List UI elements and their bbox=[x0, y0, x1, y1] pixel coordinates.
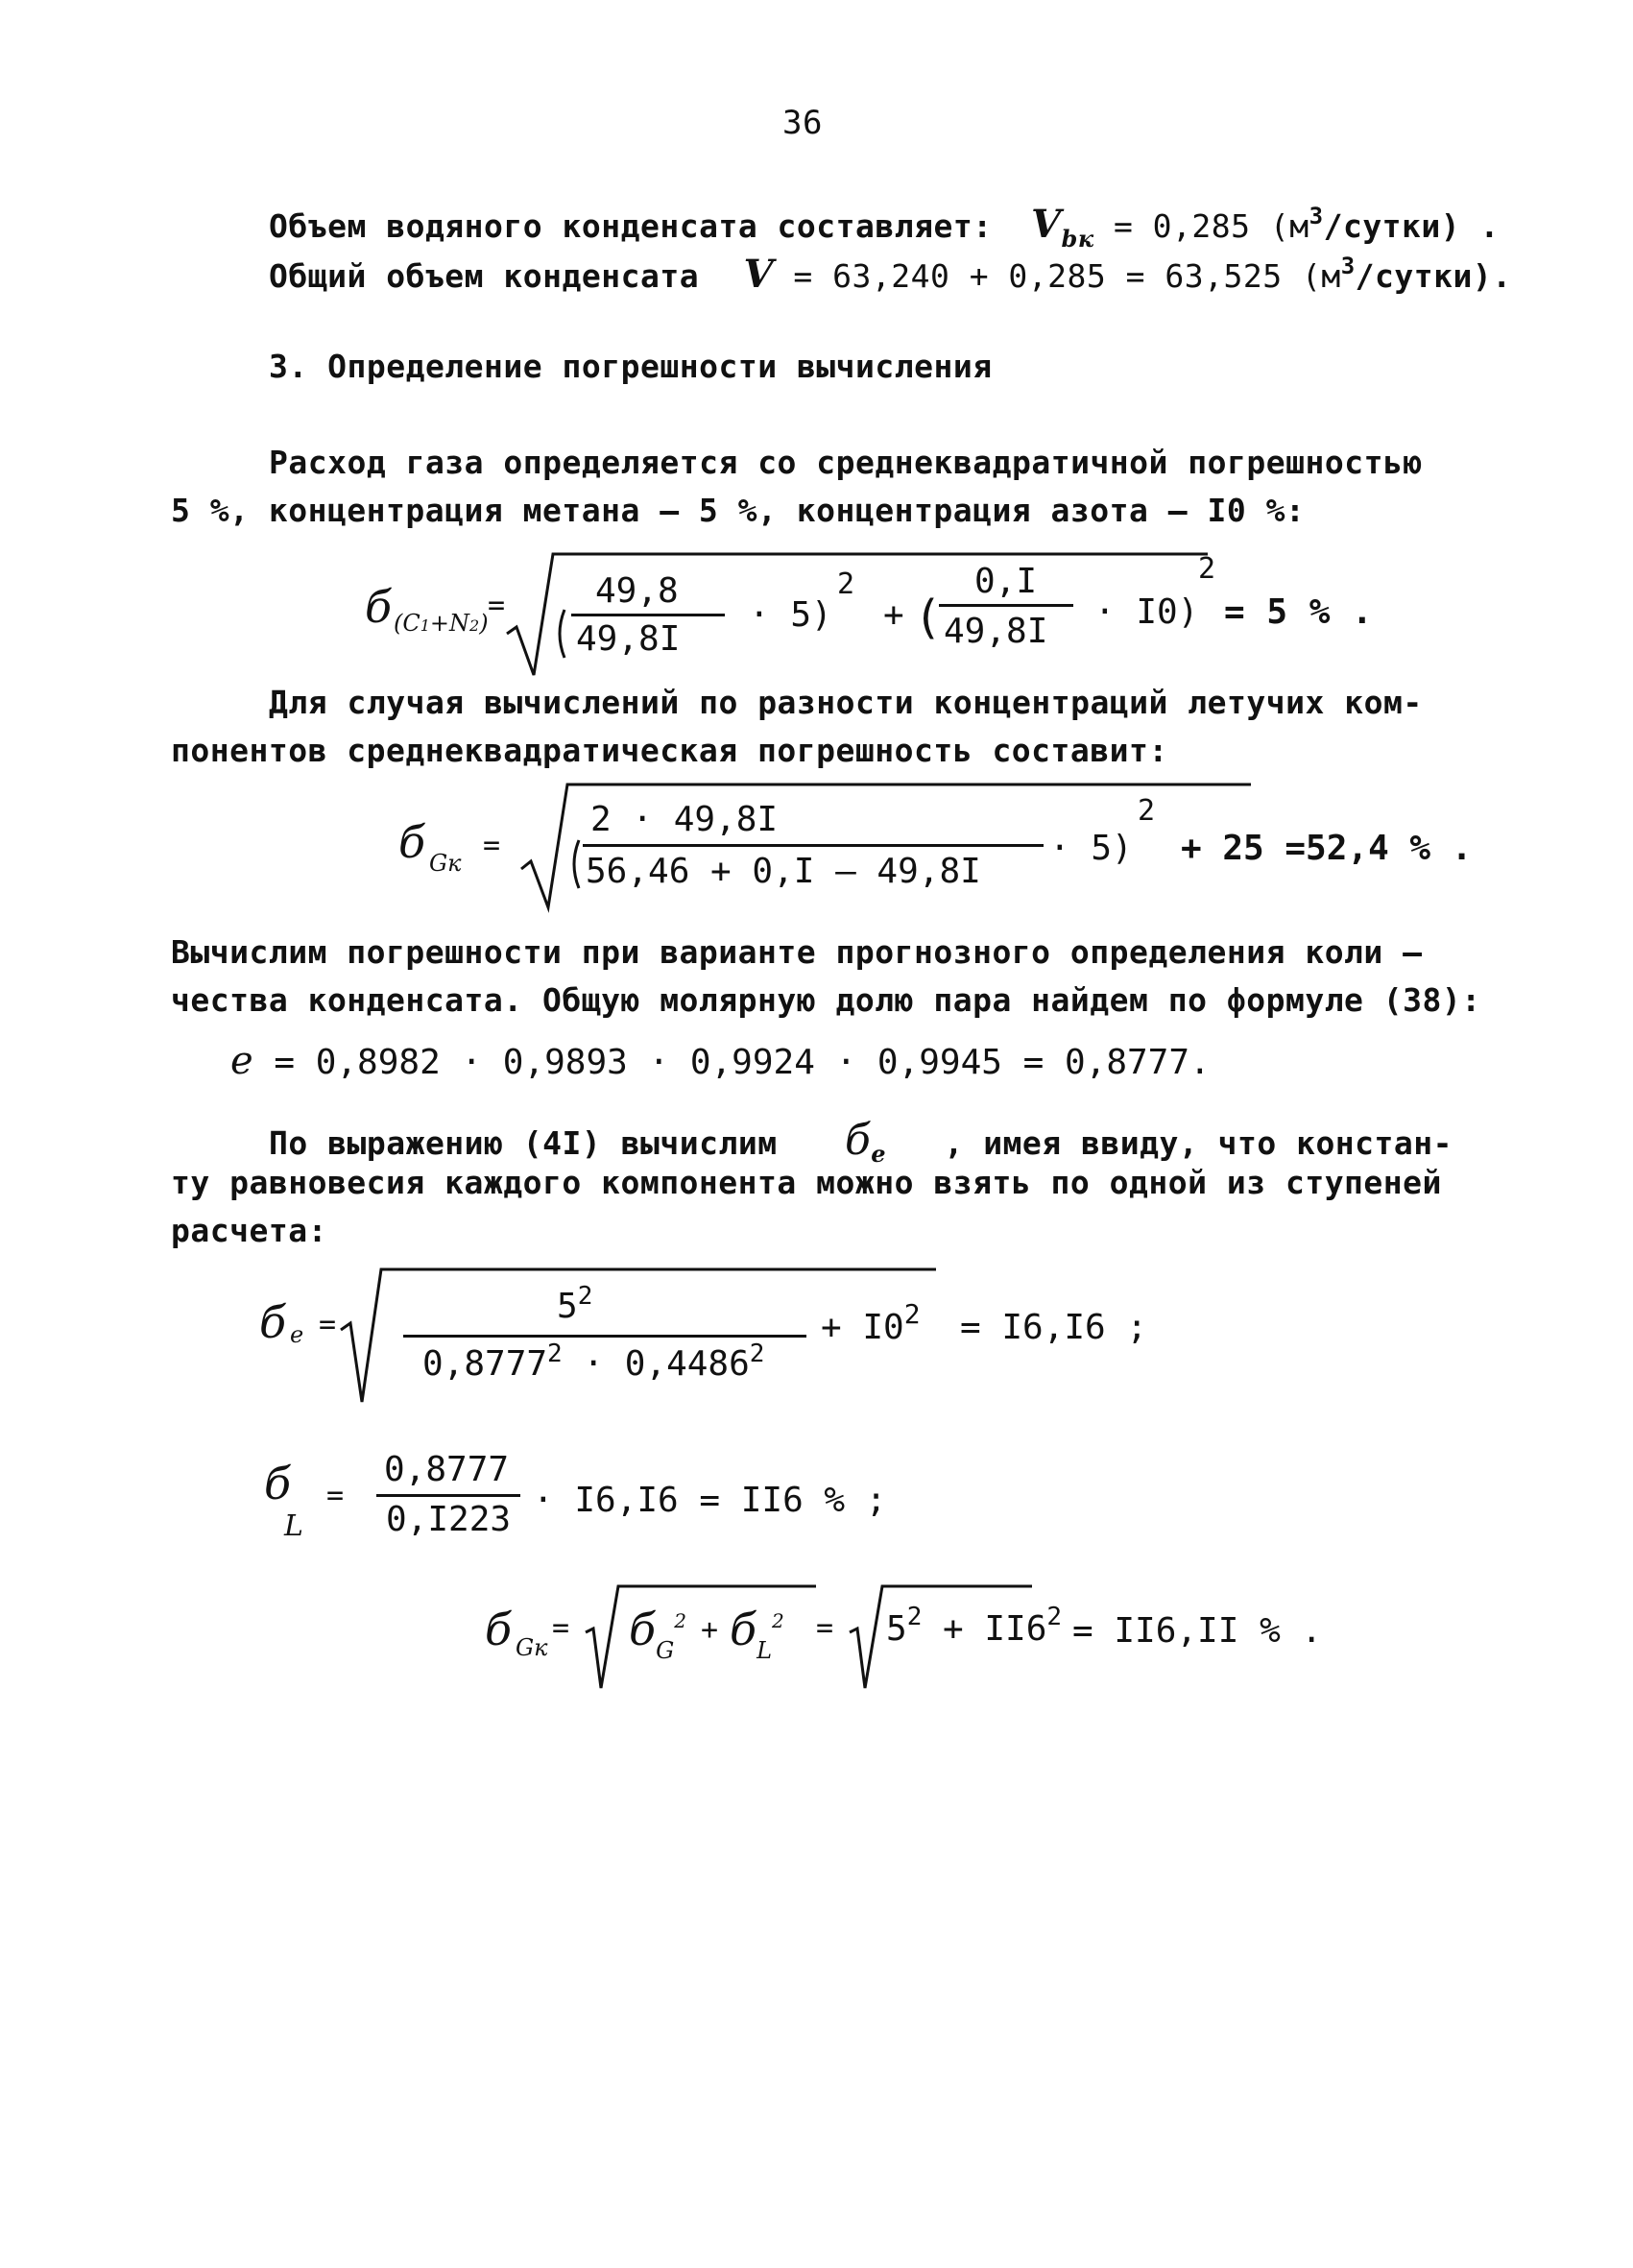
f6-r1-plus: + bbox=[701, 1613, 719, 1647]
f5-num: 0,8777 bbox=[384, 1450, 510, 1489]
f1-fraction-bar-1 bbox=[571, 614, 725, 616]
f1-num1: 49,8 bbox=[595, 571, 679, 611]
formula-2 bbox=[398, 773, 1473, 917]
f1-plus: + bbox=[883, 595, 904, 635]
f6-lhs-symbol: б bbox=[485, 1604, 513, 1655]
f5-lhs-symbol: б bbox=[264, 1458, 292, 1509]
f5-fraction-bar bbox=[376, 1494, 520, 1497]
f2-eq: = bbox=[483, 829, 501, 862]
f4-eq: = bbox=[319, 1308, 337, 1341]
f2-num: 2 · 49,8I bbox=[590, 800, 779, 839]
f1-num2: 0,I bbox=[974, 562, 1038, 601]
f1-den2: 49,8I bbox=[944, 612, 1048, 651]
f4-plus-term: + $I0^2$ bbox=[821, 1298, 921, 1347]
paragraph-4-line-1 bbox=[269, 1116, 1453, 1168]
water-condensate-symbol: V bbox=[1030, 202, 1062, 247]
water-condensate-subscript: bк bbox=[1061, 225, 1094, 253]
formula-6 bbox=[485, 1575, 1349, 1700]
f1-result: = 5 % . bbox=[1224, 592, 1374, 632]
f1-open-paren-2: ( bbox=[914, 591, 942, 644]
f1-pow1: 2 bbox=[837, 567, 855, 601]
f3-lhs-symbol: e bbox=[230, 1039, 253, 1083]
f1-lhs-symbol: б bbox=[365, 581, 393, 633]
f2-den: 56,46 + 0,I – 49,8I bbox=[586, 852, 981, 891]
formula-1 bbox=[365, 543, 1382, 687]
total-condensate-unit-sup: 3 bbox=[1340, 253, 1356, 279]
f3-expression: = 0,8982 · 0,9893 · 0,9924 · 0,9945 = 0,8777. bbox=[274, 1043, 1211, 1082]
f2-lhs-sub: Gк bbox=[429, 850, 462, 877]
formula-5 bbox=[259, 1450, 931, 1556]
inline-symbol-sub: e bbox=[871, 1140, 887, 1168]
f4-fraction-bar bbox=[403, 1335, 806, 1338]
total-condensate-symbol: V bbox=[743, 252, 775, 297]
f2-fraction-bar bbox=[583, 844, 1044, 847]
f1-fraction-bar-2 bbox=[939, 604, 1073, 607]
paragraph-1-line-1: Расход газа определяется со среднеквадратичной погрешностью bbox=[269, 444, 1423, 481]
f1-mult1: · 5) bbox=[749, 595, 832, 635]
f6-eq: = bbox=[552, 1611, 570, 1645]
f1-eq: = bbox=[488, 589, 506, 622]
f4-num: $5^2$ bbox=[557, 1282, 593, 1326]
f2-pow: 2 bbox=[1138, 794, 1156, 828]
f5-result: · I6,I6 = II6 % ; bbox=[533, 1481, 887, 1520]
paragraph-2-line-1: Для случая вычислений по разности концентраций летучих ком- bbox=[269, 684, 1423, 721]
f4-den: $0,8777^2 \cdot 0,4486^2$ bbox=[422, 1339, 765, 1384]
total-condensate-line bbox=[269, 252, 1512, 297]
paragraph-4-line-1-b: , имея ввиду, что констан- bbox=[944, 1124, 1453, 1162]
paragraph-1-line-2: 5 %, концентрация метана – 5 %, концентрация азота – I0 %: bbox=[171, 492, 1306, 529]
inline-symbol: б bbox=[844, 1116, 872, 1165]
f5-eq: = bbox=[326, 1479, 345, 1512]
f6-eq2: = bbox=[816, 1611, 834, 1645]
water-condensate-label: Объем водяного конденсата составляет: bbox=[269, 207, 993, 245]
f6-r1-a: $б_G^2$ bbox=[629, 1604, 686, 1664]
paragraph-4-line-1-a: По выражению (4I) вычислим bbox=[269, 1124, 778, 1162]
f2-mult: · 5) bbox=[1049, 829, 1133, 868]
paragraph-2-line-2: понентов среднеквадратическая погрешность составит: bbox=[171, 732, 1168, 769]
f2-result: + 25 =52,4 % . bbox=[1181, 829, 1473, 868]
f6-r1-b: $б_L^2$ bbox=[730, 1604, 784, 1664]
f5-den: 0,I223 bbox=[386, 1500, 512, 1539]
f1-pow2: 2 bbox=[1198, 552, 1216, 586]
f2-lhs-symbol: б bbox=[398, 816, 426, 868]
water-condensate-line bbox=[269, 202, 1500, 253]
f1-lhs-sub: (C1+N2) bbox=[394, 610, 489, 637]
water-condensate-unit-sup: 3 bbox=[1309, 203, 1324, 229]
total-condensate-value: = 63,240 + 0,285 = 63,525 (м bbox=[793, 257, 1341, 295]
f4-lhs-sub: e bbox=[290, 1321, 304, 1348]
paragraph-4-line-3: расчета: bbox=[171, 1212, 327, 1249]
total-condensate-unit-end: /сутки). bbox=[1355, 257, 1512, 295]
f4-result: = I6,I6 ; bbox=[960, 1308, 1148, 1347]
paragraph-3-line-1: Вычислим погрешности при варианте прогнозного определения коли – bbox=[171, 933, 1423, 971]
f6-result: = II6,II % . bbox=[1072, 1611, 1323, 1651]
f5-lhs-sub: L bbox=[284, 1509, 303, 1543]
f1-den1: 49,8I bbox=[576, 619, 681, 659]
paragraph-4-line-2: ту равновесия каждого компонента можно взять по одной из ступеней bbox=[171, 1164, 1442, 1201]
f6-lhs-sub: Gк bbox=[516, 1634, 548, 1661]
water-condensate-unit-end: /сутки) . bbox=[1323, 207, 1500, 245]
water-condensate-value: = 0,285 (м bbox=[1113, 207, 1309, 245]
section-heading: 3. Определение погрешности вычисления bbox=[269, 348, 993, 385]
f4-lhs-symbol: б bbox=[259, 1296, 287, 1348]
page-number: 36 bbox=[782, 104, 823, 142]
formula-3 bbox=[230, 1039, 1211, 1083]
formula-4 bbox=[259, 1258, 1148, 1411]
f6-r2: $5^2 + II6^2$ bbox=[886, 1603, 1063, 1649]
f1-mult2: · I0) bbox=[1094, 592, 1199, 632]
total-condensate-label: Общий объем конденсата bbox=[269, 257, 700, 295]
paragraph-3-line-2: чества конденсата. Общую молярную долю пара найдем по формуле (38): bbox=[171, 981, 1481, 1019]
